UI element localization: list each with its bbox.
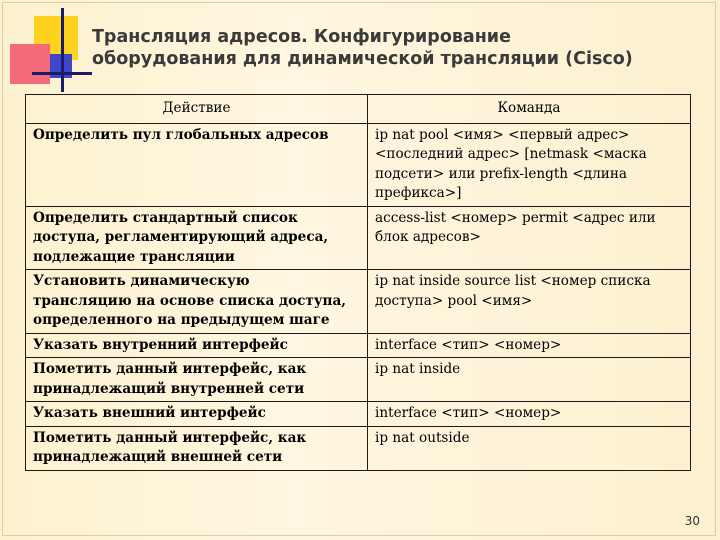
action-text: подлежащие трансляции (33, 248, 235, 265)
command-cell (368, 123, 691, 206)
command-cell (368, 333, 691, 358)
table-header-row (26, 95, 691, 124)
page-number: 30 (684, 514, 700, 528)
command-text: ip nat inside source list <номер списка (375, 273, 651, 289)
deco-red-square (10, 44, 50, 84)
command-text: префикса>] (375, 185, 462, 201)
action-text: Пометить данный интерфейс, как (33, 429, 307, 446)
action-cell (26, 426, 368, 470)
command-text: подсети> или prefix-length <длина (375, 165, 627, 182)
action-text: определенного на предыдущем шаге (33, 312, 330, 328)
action-text: трансляцию на основе списка доступа, (33, 292, 347, 309)
action-cell (26, 123, 368, 206)
command-text: interface <тип> <номер> (375, 405, 562, 421)
command-text: ip nat outside (375, 429, 470, 446)
command-cell (368, 426, 691, 470)
action-cell (26, 206, 368, 270)
deco-horizontal-line (32, 72, 92, 75)
action-text: принадлежащий внешней сети (33, 449, 283, 465)
action-cell (26, 270, 368, 334)
command-text: ip nat inside (375, 361, 461, 377)
table-body (26, 123, 691, 470)
action-text: Указать внешний интерфейс (33, 405, 266, 421)
command-text: interface <тип> <номер> (375, 336, 562, 353)
header-action: Действие (26, 95, 368, 124)
action-text: Указать внутренний интерфейс (33, 336, 288, 353)
table-row (26, 358, 691, 402)
table-row (26, 206, 691, 270)
command-cell (368, 206, 691, 270)
command-text: блок адресов> (375, 229, 481, 245)
table-row (26, 123, 691, 206)
nat-config-table (25, 94, 691, 471)
action-cell (26, 402, 368, 427)
command-text: доступа> pool <имя> (375, 292, 533, 309)
action-cell (26, 358, 368, 402)
command-cell (368, 270, 691, 334)
action-text: принадлежащий внутренней сети (33, 380, 305, 397)
command-text: access-list <номер> permit <адрес или (375, 209, 656, 226)
command-text: ip nat pool <имя> <первый адрес> (375, 126, 630, 143)
command-cell (368, 358, 691, 402)
slide-title (92, 26, 702, 70)
title-line: Трансляция адресов. Конфигурирование (92, 27, 511, 47)
table-row (26, 333, 691, 358)
table-row (26, 270, 691, 334)
table-row (26, 426, 691, 470)
action-cell (26, 333, 368, 358)
action-text: Определить пул глобальных адресов (33, 126, 329, 143)
action-text: доступа, регламентирующий адреса, (33, 229, 329, 245)
header-command: Команда (368, 95, 691, 124)
table-row (26, 402, 691, 427)
command-cell (368, 402, 691, 427)
title-line: оборудования для динамической трансляции (Cisco) (92, 49, 633, 69)
action-text: Пометить данный интерфейс, как (33, 361, 307, 377)
action-text: Установить динамическую (33, 273, 250, 289)
deco-vertical-line (61, 8, 64, 92)
command-text: <последний адрес> [netmask <маска (375, 146, 647, 162)
action-text: Определить стандартный список (33, 209, 298, 226)
